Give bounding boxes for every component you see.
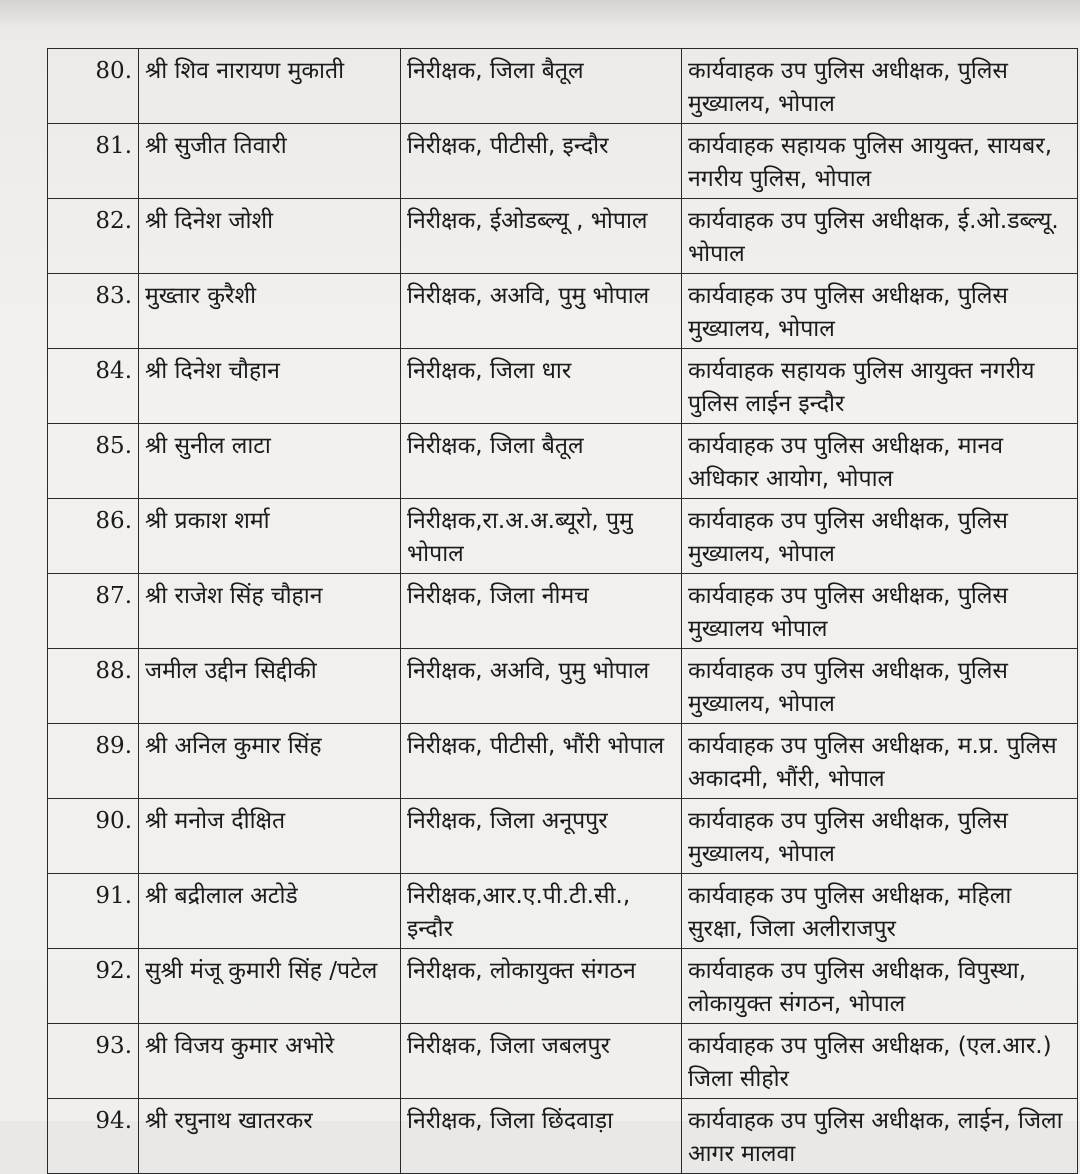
officer-name: जमील उद्दीन सिद्दीकी	[139, 649, 401, 724]
table-row	[48, 649, 1078, 724]
table-row	[48, 499, 1078, 574]
new-posting: कार्यवाहक उप पुलिस अधीक्षक, पुलिस मुख्यालय, भोपाल	[682, 649, 1078, 724]
new-posting: कार्यवाहक उप पुलिस अधीक्षक, (एल.आर.) जिला सीहोर	[682, 1024, 1078, 1099]
officer-name: श्री दिनेश चौहान	[139, 349, 401, 424]
serial-number: 90.	[48, 799, 139, 874]
serial-number: 94.	[48, 1099, 139, 1174]
table-row	[48, 199, 1078, 274]
officer-name: श्री सुजीत तिवारी	[139, 124, 401, 199]
serial-number: 83.	[48, 274, 139, 349]
current-posting: निरीक्षक, जिला नीमच	[401, 574, 682, 649]
officer-name: सुश्री मंजू कुमारी सिंह /पटेल	[139, 949, 401, 1024]
officer-name: श्री विजय कुमार अभोरे	[139, 1024, 401, 1099]
transfer-list-table	[47, 48, 1078, 1174]
new-posting: कार्यवाहक उप पुलिस अधीक्षक, पुलिस मुख्यालय, भोपाल	[682, 274, 1078, 349]
table-row	[48, 574, 1078, 649]
current-posting: निरीक्षक, लोकायुक्त संगठन	[401, 949, 682, 1024]
new-posting: कार्यवाहक उप पुलिस अधीक्षक, पुलिस मुख्यालय भोपाल	[682, 574, 1078, 649]
current-posting: निरीक्षक, जिला अनूपपुर	[401, 799, 682, 874]
current-posting: निरीक्षक, जिला बैतूल	[401, 49, 682, 124]
new-posting: कार्यवाहक उप पुलिस अधीक्षक, विपुस्था, लोकायुक्त संगठन, भोपाल	[682, 949, 1078, 1024]
officer-name: श्री राजेश सिंह चौहान	[139, 574, 401, 649]
officer-name: श्री अनिल कुमार सिंह	[139, 724, 401, 799]
officer-name: श्री दिनेश जोशी	[139, 199, 401, 274]
current-posting: निरीक्षक, जिला बैतूल	[401, 424, 682, 499]
current-posting: निरीक्षक, जिला छिंदवाड़ा	[401, 1099, 682, 1174]
table-row	[48, 124, 1078, 199]
new-posting: कार्यवाहक उप पुलिस अधीक्षक, लाईन, जिला आगर मालवा	[682, 1099, 1078, 1174]
current-posting: निरीक्षक, जिला धार	[401, 349, 682, 424]
table-row	[48, 49, 1078, 124]
serial-number: 93.	[48, 1024, 139, 1099]
officer-name: श्री बद्रीलाल अटोडे	[139, 874, 401, 949]
new-posting: कार्यवाहक उप पुलिस अधीक्षक, म.प्र. पुलिस अकादमी, भौंरी, भोपाल	[682, 724, 1078, 799]
serial-number: 80.	[48, 49, 139, 124]
new-posting: कार्यवाहक उप पुलिस अधीक्षक, पुलिस मुख्यालय, भोपाल	[682, 499, 1078, 574]
officer-name: श्री सुनील लाटा	[139, 424, 401, 499]
new-posting: कार्यवाहक सहायक पुलिस आयुक्त नगरीय पुलिस लाईन इन्दौर	[682, 349, 1078, 424]
officer-name: श्री मनोज दीक्षित	[139, 799, 401, 874]
serial-number: 88.	[48, 649, 139, 724]
page-edge-shadow	[0, 0, 1080, 30]
current-posting: निरीक्षक, पीटीसी, इन्दौर	[401, 124, 682, 199]
current-posting: निरीक्षक, अअवि, पुमु भोपाल	[401, 274, 682, 349]
table-row	[48, 799, 1078, 874]
current-posting: निरीक्षक, जिला जबलपुर	[401, 1024, 682, 1099]
new-posting: कार्यवाहक उप पुलिस अधीक्षक, महिला सुरक्षा, जिला अलीराजपुर	[682, 874, 1078, 949]
serial-number: 84.	[48, 349, 139, 424]
table-row	[48, 874, 1078, 949]
new-posting: कार्यवाहक उप पुलिस अधीक्षक, मानव अधिकार आयोग, भोपाल	[682, 424, 1078, 499]
officer-name: श्री प्रकाश शर्मा	[139, 499, 401, 574]
serial-number: 89.	[48, 724, 139, 799]
current-posting: निरीक्षक, अअवि, पुमु भोपाल	[401, 649, 682, 724]
table-row	[48, 424, 1078, 499]
table-row	[48, 274, 1078, 349]
serial-number: 81.	[48, 124, 139, 199]
current-posting: निरीक्षक,आर.ए.पी.टी.सी., इन्दौर	[401, 874, 682, 949]
current-posting: निरीक्षक, ईओडब्ल्यू , भोपाल	[401, 199, 682, 274]
new-posting: कार्यवाहक उप पुलिस अधीक्षक, पुलिस मुख्यालय, भोपाल	[682, 49, 1078, 124]
new-posting: कार्यवाहक सहायक पुलिस आयुक्त, सायबर, नगरीय पुलिस, भोपाल	[682, 124, 1078, 199]
table-row	[48, 1024, 1078, 1099]
table-row	[48, 349, 1078, 424]
table-row	[48, 724, 1078, 799]
serial-number: 85.	[48, 424, 139, 499]
new-posting: कार्यवाहक उप पुलिस अधीक्षक, ई.ओ.डब्ल्यू. भोपाल	[682, 199, 1078, 274]
officer-name: मुख्तार कुरैशी	[139, 274, 401, 349]
serial-number: 87.	[48, 574, 139, 649]
serial-number: 92.	[48, 949, 139, 1024]
table-body	[48, 49, 1078, 1174]
current-posting: निरीक्षक,रा.अ.अ.ब्यूरो, पुमु भोपाल	[401, 499, 682, 574]
officer-name: श्री शिव नारायण मुकाती	[139, 49, 401, 124]
serial-number: 91.	[48, 874, 139, 949]
serial-number: 86.	[48, 499, 139, 574]
table-row	[48, 949, 1078, 1024]
table-row	[48, 1099, 1078, 1174]
new-posting: कार्यवाहक उप पुलिस अधीक्षक, पुलिस मुख्यालय, भोपाल	[682, 799, 1078, 874]
officer-name: श्री रघुनाथ खातरकर	[139, 1099, 401, 1174]
serial-number: 82.	[48, 199, 139, 274]
current-posting: निरीक्षक, पीटीसी, भौंरी भोपाल	[401, 724, 682, 799]
